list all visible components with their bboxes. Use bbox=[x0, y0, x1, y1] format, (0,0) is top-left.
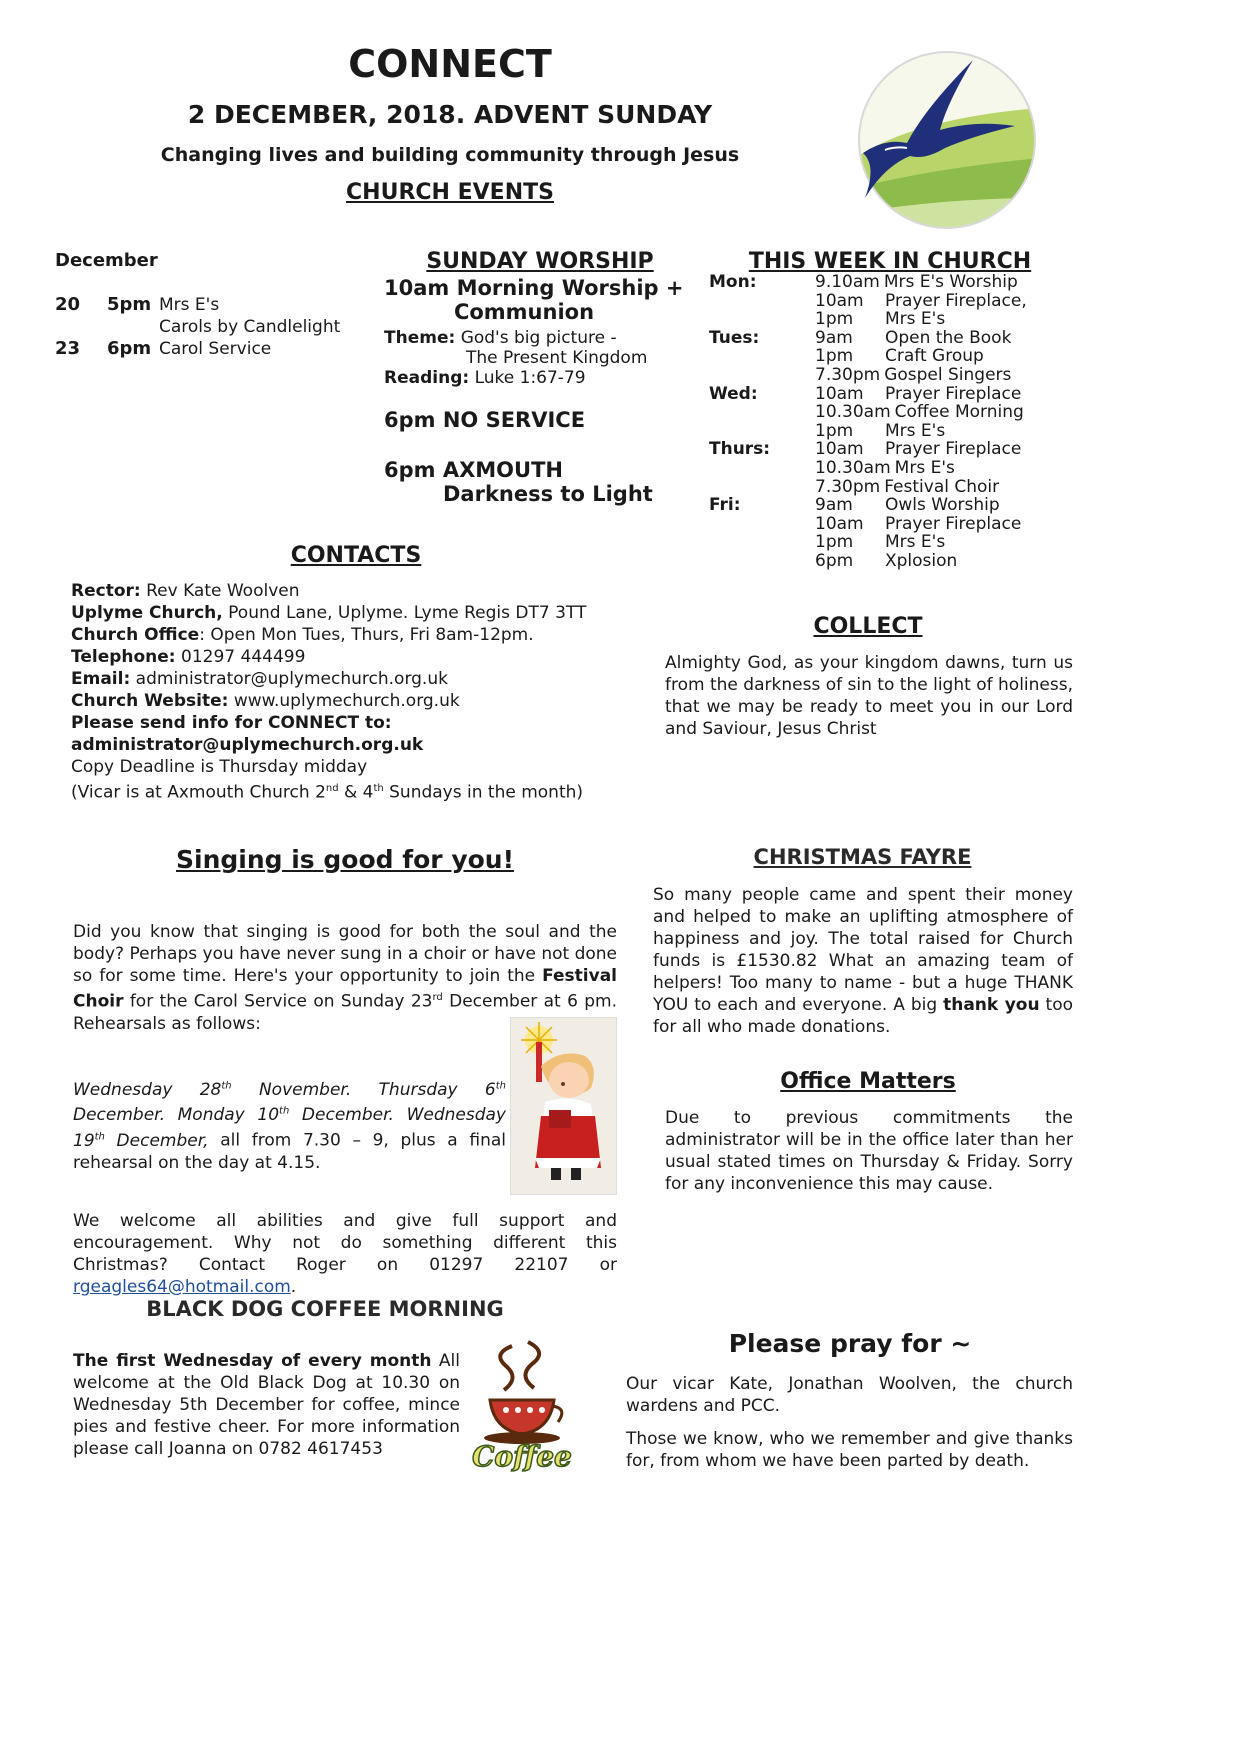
week-entry-time: 9am bbox=[815, 495, 853, 516]
week-entry bbox=[709, 347, 1089, 366]
axmouth-line-2: Darkness to Light bbox=[443, 482, 653, 506]
this-week-list bbox=[709, 273, 1089, 571]
week-day-label bbox=[709, 366, 815, 385]
theme-label: Theme: bbox=[384, 328, 456, 348]
week-entry bbox=[709, 440, 1089, 459]
week-entry bbox=[709, 385, 1089, 404]
contacts-heading: CONTACTS bbox=[290, 543, 422, 568]
week-entry-time: 10.30am bbox=[815, 402, 891, 423]
week-entry-name: Gospel Singers bbox=[884, 364, 1012, 385]
week-entry-time: 9am bbox=[815, 327, 853, 348]
event-title-2: Carols by Candlelight bbox=[159, 317, 341, 337]
week-day-label bbox=[709, 292, 815, 311]
swallow-logo bbox=[855, 48, 1040, 233]
week-entry bbox=[709, 273, 1089, 292]
reading-text: Luke 1:67-79 bbox=[474, 368, 586, 388]
week-entry bbox=[709, 422, 1089, 441]
week-day-label: Thurs: bbox=[709, 439, 771, 460]
singing-heading: Singing is good for you! bbox=[176, 845, 514, 874]
week-entry bbox=[709, 403, 1089, 422]
office-label: Church Office bbox=[71, 625, 200, 645]
reading-row bbox=[384, 368, 694, 388]
week-entry bbox=[709, 533, 1089, 552]
page-title: CONNECT bbox=[348, 42, 552, 86]
no-service-line: 6pm NO SERVICE bbox=[384, 408, 586, 432]
christmas-fayre-heading: CHRISTMAS FAYRE bbox=[753, 845, 972, 869]
week-entry bbox=[709, 478, 1089, 497]
december-item bbox=[55, 338, 355, 360]
week-entry-time: 10am bbox=[815, 290, 864, 311]
week-entry bbox=[709, 552, 1089, 571]
week-entry bbox=[709, 496, 1089, 515]
this-week-heading: THIS WEEK IN CHURCH bbox=[748, 249, 1032, 274]
church-events-heading: CHURCH EVENTS bbox=[346, 180, 554, 205]
theme-text-2: The Present Kingdom bbox=[466, 348, 648, 368]
theme-text: God's big picture - bbox=[460, 328, 617, 348]
email-label: Email: bbox=[71, 669, 131, 689]
event-title: Carol Service bbox=[159, 339, 272, 359]
week-entry-time: 1pm bbox=[815, 532, 854, 553]
week-day-label bbox=[709, 347, 815, 366]
week-entry-name: Mrs E's bbox=[885, 532, 946, 553]
week-entry-time: 1pm bbox=[815, 309, 854, 330]
theme-row bbox=[384, 328, 694, 348]
reading-label: Reading: bbox=[384, 368, 470, 388]
morning-worship-line: 10am Morning Worship + bbox=[384, 276, 684, 300]
week-entry-time: 7.30pm bbox=[815, 364, 881, 385]
week-entry-time: 10am bbox=[815, 383, 864, 404]
roger-email-link[interactable]: rgeagles64@hotmail.com bbox=[73, 1277, 291, 1297]
sunday-worship-section bbox=[384, 276, 694, 506]
week-entry-name: Mrs E's bbox=[885, 309, 946, 330]
week-day-label: Mon: bbox=[709, 272, 757, 292]
collect-text: Almighty God, as your kingdom dawns, turn us from the darkness of sin to the light of holiness, that we may be ready to meet you in our Lord and Saviour, Jesus Christ bbox=[665, 653, 1073, 739]
send-info-email: administrator@uplymechurch.org.uk bbox=[71, 735, 424, 755]
week-entry-time: 10am bbox=[815, 513, 864, 534]
email-value: administrator@uplymechurch.org.uk bbox=[135, 669, 448, 689]
church-label: Uplyme Church, bbox=[71, 603, 223, 623]
week-day-label bbox=[709, 310, 815, 329]
december-item bbox=[55, 294, 355, 338]
morning-worship-line-2: Communion bbox=[453, 300, 595, 324]
event-title: Mrs E's bbox=[159, 295, 220, 315]
week-entry-time: 6pm bbox=[815, 550, 854, 571]
week-day-label: Wed: bbox=[709, 383, 758, 404]
week-entry bbox=[709, 366, 1089, 385]
axmouth-line: 6pm AXMOUTH bbox=[384, 458, 563, 482]
coffee-graphic bbox=[462, 1338, 582, 1478]
week-entry bbox=[709, 329, 1089, 348]
pray-heading: Please pray for ~ bbox=[728, 1329, 972, 1358]
tagline: Changing lives and building community through Jesus bbox=[160, 144, 740, 166]
choirboy-graphic bbox=[511, 1018, 616, 1194]
week-entry-name: Prayer Fireplace bbox=[885, 383, 1022, 404]
website-value: www.uplymechurch.org.uk bbox=[233, 691, 460, 711]
december-heading: December bbox=[55, 250, 158, 271]
week-day-label bbox=[709, 533, 815, 552]
office-matters-heading: Office Matters bbox=[780, 1069, 956, 1094]
week-entry-name: Mrs E's bbox=[885, 420, 946, 441]
singing-welcome: We welcome all abilities and give full support and encouragement. Why not do something different this Christmas? Contact Roger on 01297 22107 or rgeagles64@hotmail.com. bbox=[73, 1211, 617, 1297]
black-dog-heading: BLACK DOG COFFEE MORNING bbox=[146, 1297, 504, 1321]
week-entry-name: Xplosion bbox=[885, 550, 958, 571]
week-entry-time: 7.30pm bbox=[815, 476, 881, 497]
rehearsal-dates: Wednesday 28th November. Thursday 6th December. Monday 10th December. Wednesday 19th December, all from 7.30 – 9, plus a final rehearsal on the day at 4.15. bbox=[73, 1079, 506, 1173]
event-time: 5pm bbox=[107, 294, 152, 315]
december-list bbox=[55, 294, 355, 360]
week-day-label: Tues: bbox=[709, 327, 760, 348]
week-day-label bbox=[709, 515, 815, 534]
week-day-label bbox=[709, 552, 815, 571]
week-entry bbox=[709, 515, 1089, 534]
event-day: 20 bbox=[55, 294, 81, 315]
week-entry bbox=[709, 310, 1089, 329]
week-entry-name: Prayer Fireplace bbox=[885, 439, 1022, 460]
swallow-logo-graphic bbox=[855, 48, 1040, 233]
week-entry-time: 9.10am bbox=[815, 272, 880, 292]
collect-heading: COLLECT bbox=[813, 614, 923, 639]
black-dog-text: The first Wednesday of every month All welcome at the Old Black Dog at 10.30 on Wednesday 5th December for coffee, mince pies and festive cheer. For more information please call Joanna on 0782 4617453 bbox=[73, 1351, 460, 1459]
telephone-label: Telephone: bbox=[71, 647, 176, 667]
week-entry-time: 10am bbox=[815, 439, 864, 460]
telephone-value: 01297 444499 bbox=[181, 647, 306, 667]
week-entry-name: Coffee Morning bbox=[894, 402, 1024, 423]
week-entry-name: Open the Book bbox=[885, 327, 1012, 348]
week-entry-time: 1pm bbox=[815, 420, 854, 441]
rector-label: Rector: bbox=[71, 581, 141, 601]
week-day-label: Fri: bbox=[709, 495, 741, 516]
week-entry bbox=[709, 292, 1089, 311]
week-day-label bbox=[709, 478, 815, 497]
event-time: 6pm bbox=[107, 338, 152, 359]
coffee-word: Coffee bbox=[472, 1440, 572, 1473]
event-day: 23 bbox=[55, 338, 81, 359]
office-matters-text: Due to previous commitments the administrator will be in the office later than her usual stated times on Thursday & Friday. Sorry for any inconvenience this may cause. bbox=[665, 1108, 1073, 1194]
pray-text-2: Those we know, who we remember and give thanks for, from whom we have been parted by death. bbox=[626, 1429, 1073, 1471]
week-entry-name: Owls Worship bbox=[885, 495, 1000, 516]
contacts-section bbox=[71, 580, 651, 804]
week-entry-time: 10.30am bbox=[815, 457, 891, 478]
week-day-label bbox=[709, 459, 815, 478]
pray-text-1: Our vicar Kate, Jonathan Woolven, the church wardens and PCC. bbox=[626, 1374, 1073, 1416]
office-hours: : Open Mon Tues, Thurs, Fri 8am-12pm. bbox=[199, 625, 534, 645]
week-entry-time: 1pm bbox=[815, 346, 854, 367]
sunday-worship-heading: SUNDAY WORSHIP bbox=[426, 249, 654, 274]
choirboy-illustration bbox=[510, 1017, 617, 1195]
week-entry-name: Craft Group bbox=[885, 346, 984, 367]
copy-deadline: Copy Deadline is Thursday midday bbox=[71, 757, 368, 777]
church-address: Pound Lane, Uplyme. Lyme Regis DT7 3TT bbox=[228, 603, 587, 623]
rector-value: Rev Kate Woolven bbox=[146, 581, 300, 601]
issue-date: 2 DECEMBER, 2018. ADVENT SUNDAY bbox=[187, 100, 713, 129]
week-entry-name: Prayer Fireplace, bbox=[885, 290, 1027, 311]
week-entry bbox=[709, 459, 1089, 478]
website-label: Church Website: bbox=[71, 691, 229, 711]
week-entry-name: Festival Choir bbox=[884, 476, 1000, 497]
coffee-illustration bbox=[462, 1338, 582, 1478]
singing-intro: Did you know that singing is good for both the soul and the body? Perhaps you have never sung in a choir or have not done so for some time. Here's your opportunity to join the Festival Choir for the Carol Service on Sunday 23rd December at 6 pm. Rehearsals as follows: bbox=[73, 922, 617, 1034]
christmas-fayre-text: So many people came and spent their money and helped to make an uplifting atmosphere of happiness and joy. The total raised for Church funds is £1530.82 What an amazing team of helpers! Too many to name - but a huge THANK YOU to each and everyone. A big thank you too for all who made donations. bbox=[653, 885, 1074, 1037]
week-entry-name: Mrs E's bbox=[894, 457, 955, 478]
week-day-label bbox=[709, 422, 815, 441]
send-info-label: Please send info for CONNECT to: bbox=[71, 713, 392, 733]
week-entry-name: Prayer Fireplace bbox=[885, 513, 1022, 534]
week-day-label bbox=[709, 403, 815, 422]
vicar-note: (Vicar is at Axmouth Church 2nd & 4th Sundays in the month) bbox=[71, 782, 584, 803]
week-entry-name: Mrs E's Worship bbox=[883, 272, 1018, 292]
